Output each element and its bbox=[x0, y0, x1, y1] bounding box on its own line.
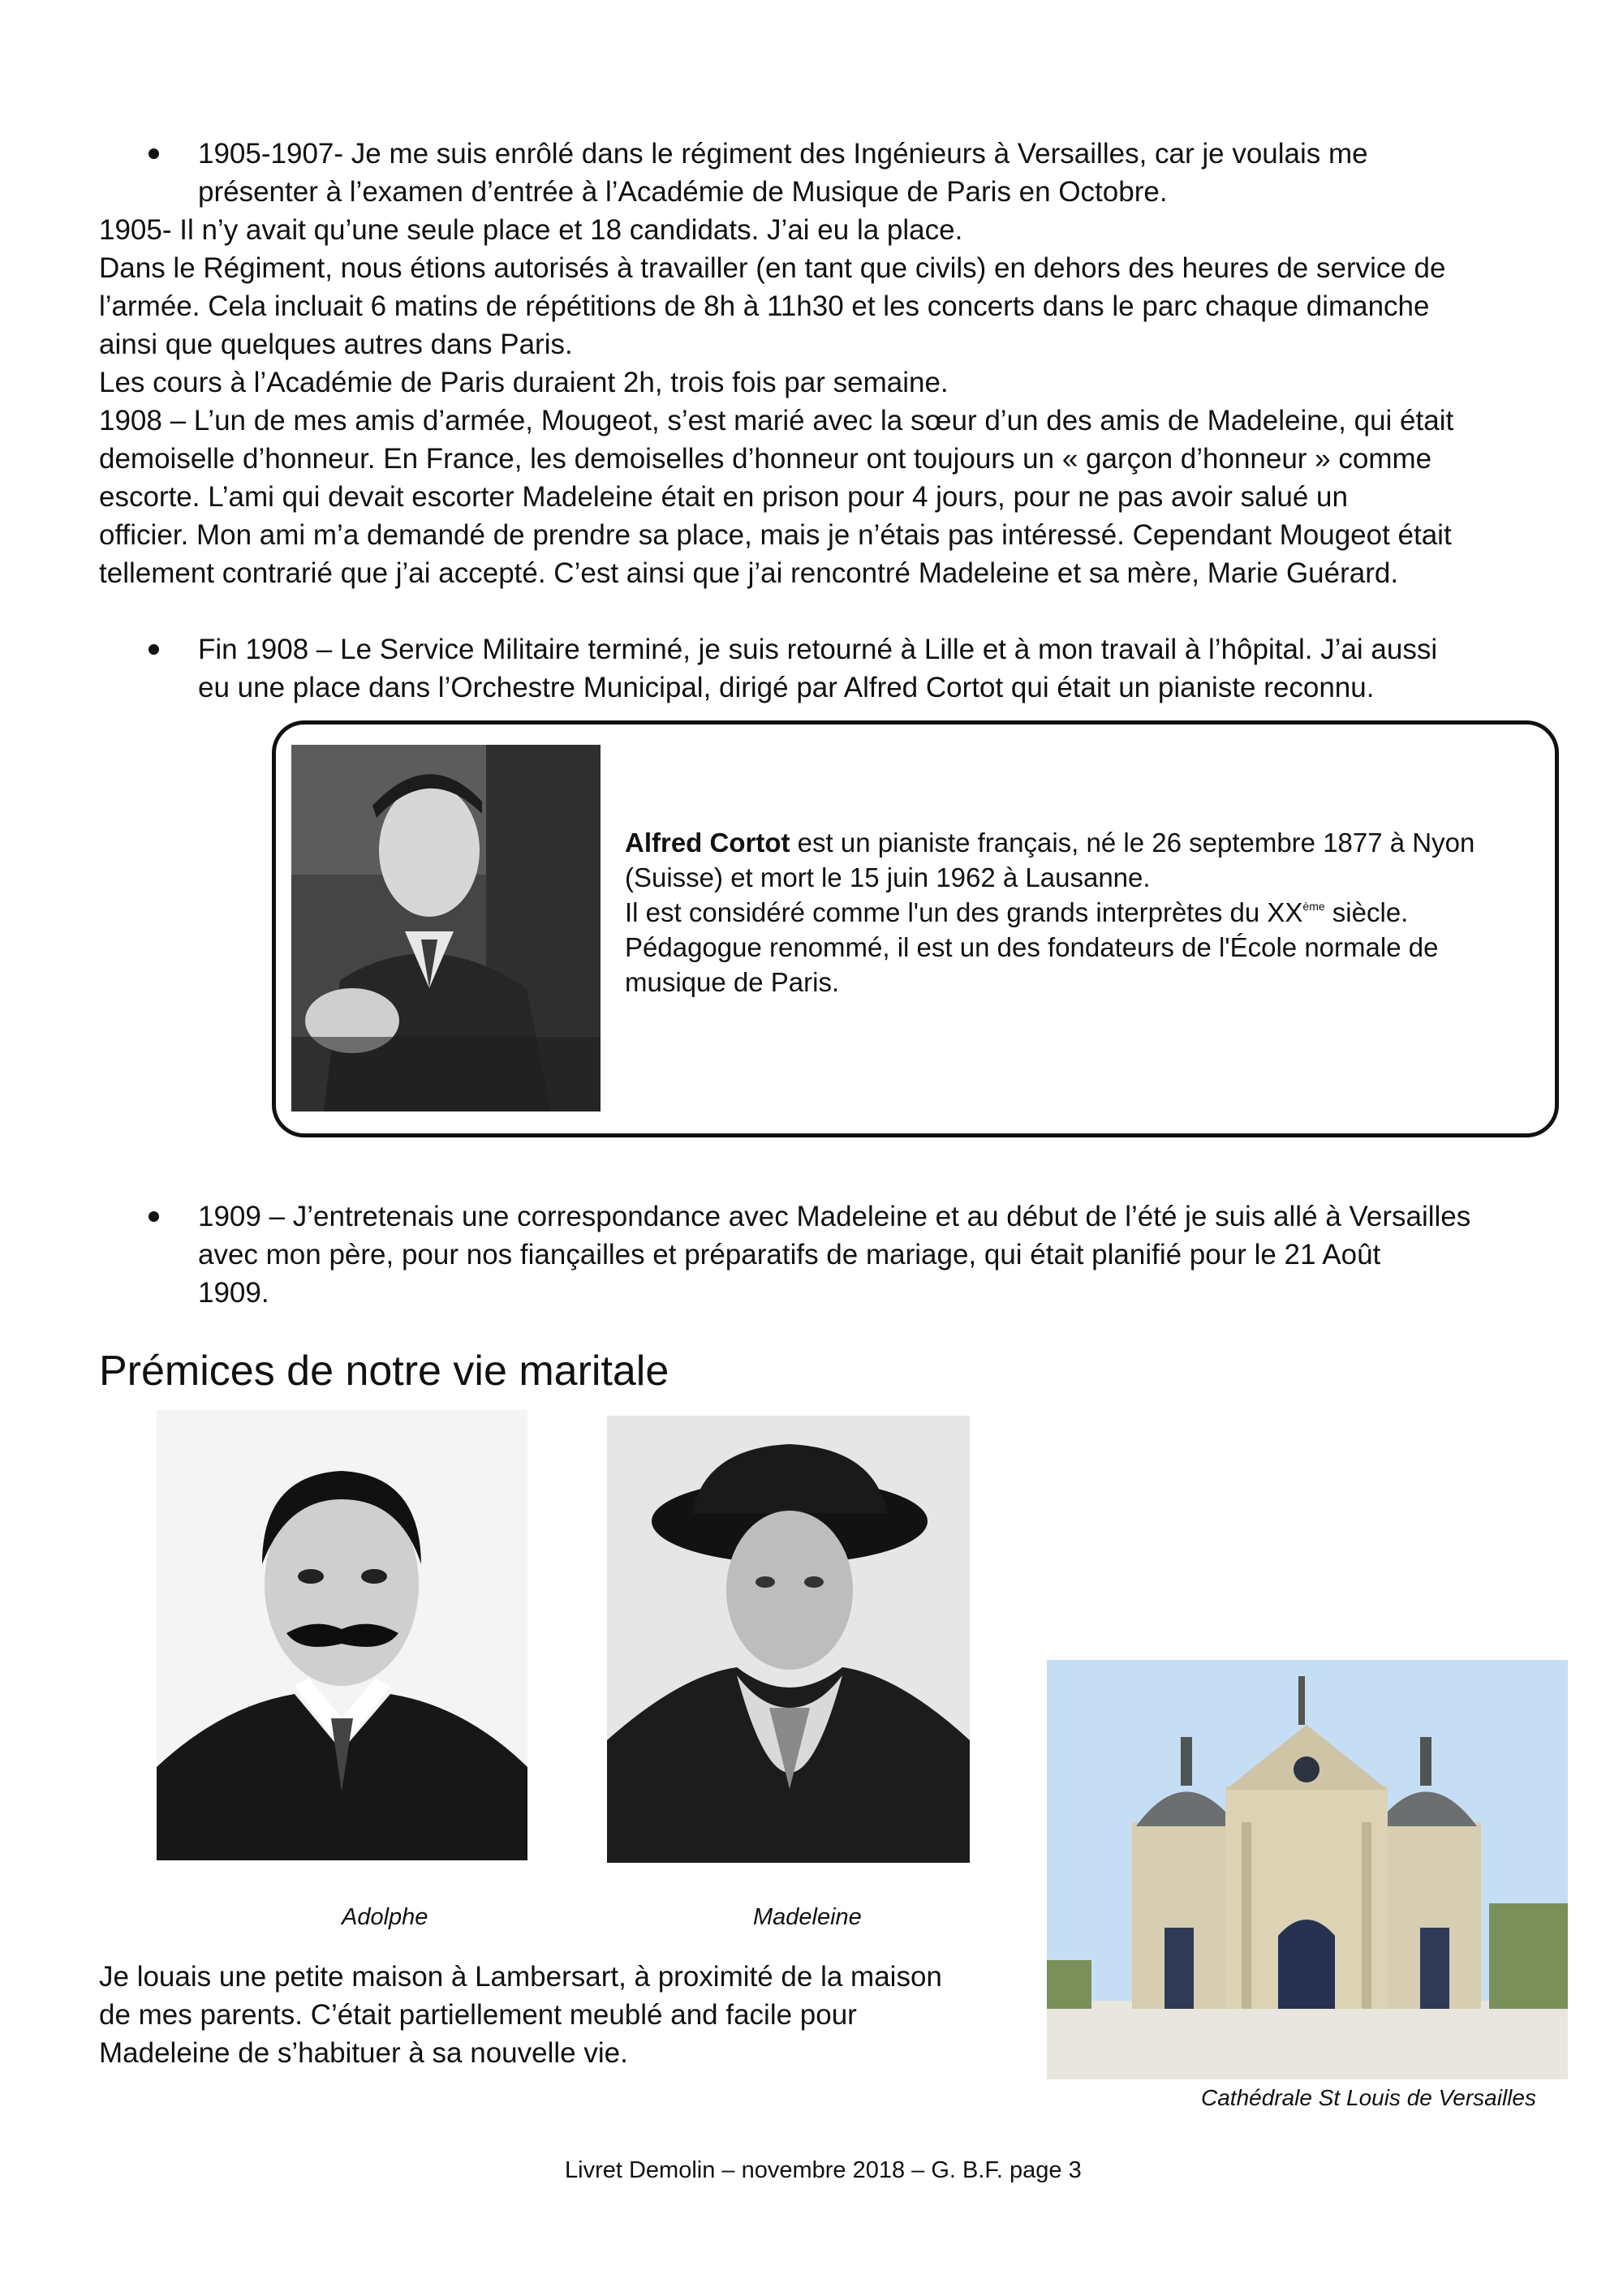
paragraph-line: 1905- Il n’y avait qu’une seule place et 18 candidats. J’ai eu la place. bbox=[99, 214, 963, 246]
madeleine-caption: Madeleine bbox=[753, 1904, 862, 1930]
bullet-text-1909-line1: 1909 – J’entretenais une correspondance avec Madeleine et au début de l’été je suis allé à Versailles bbox=[198, 1201, 1471, 1232]
page-footer: Livret Demolin – novembre 2018 – G. B.F. page 3 bbox=[565, 2157, 1082, 2183]
bullet-text-1909-line3: 1909. bbox=[198, 1277, 269, 1309]
cortot-description-line3-post: siècle. bbox=[1324, 897, 1409, 927]
paragraph-line: tellement contrarié que j’ai accepté. C’est ainsi que j’ai rencontré Madeleine et sa mère, Marie Guérard. bbox=[99, 557, 1399, 589]
paragraph-line: l’armée. Cela incluait 6 matins de répétitions de 8h à 11h30 et les concerts dans le parc chaque dimanche bbox=[99, 290, 1430, 322]
bullet-marker bbox=[149, 644, 159, 655]
paragraph-line: officier. Mon ami m’a demandé de prendre sa place, mais je n’étais pas intéressé. Cependant Mougeot était bbox=[99, 519, 1452, 551]
cortot-description-line2: (Suisse) et mort le 15 juin 1962 à Lausanne. bbox=[625, 862, 1151, 892]
cortot-description-line1 bbox=[625, 825, 1474, 860]
cortot-portrait-image bbox=[291, 745, 601, 1111]
adolphe-caption: Adolphe bbox=[342, 1904, 428, 1930]
bullet-text-1905-line1: 1905-1907- Je me suis enrôlé dans le régiment des Ingénieurs à Versailles, car je voulais me bbox=[198, 138, 1368, 170]
paragraph-line: ainsi que quelques autres dans Paris. bbox=[99, 329, 573, 360]
cortot-description-line4: Pédagogue renommé, il est un des fondateurs de l'École normale de bbox=[625, 932, 1439, 962]
madeleine-portrait-image bbox=[607, 1416, 970, 1863]
closing-line: de mes parents. C’était partiellement meublé and facile pour bbox=[99, 1999, 857, 2031]
paragraph-line: Les cours à l’Académie de Paris duraient 2h, trois fois par semaine. bbox=[99, 367, 949, 398]
cathedral-photo bbox=[1047, 1660, 1568, 2079]
bullet-text-1908-line1: Fin 1908 – Le Service Militaire terminé, je suis retourné à Lille et à mon travail à l’hôpital. J’ai aussi bbox=[198, 634, 1438, 665]
bullet-marker bbox=[149, 1211, 159, 1222]
closing-line: Madeleine de s’habituer à sa nouvelle vie. bbox=[99, 2037, 628, 2069]
cortot-photo bbox=[291, 745, 601, 1111]
paragraph-line: demoiselle d’honneur. En France, les demoiselles d’honneur ont toujours un « garçon d’honneur » comme bbox=[99, 443, 1432, 475]
section-heading: Prémices de notre vie maritale bbox=[99, 1348, 669, 1395]
bullet-text-1909-line2: avec mon père, pour nos fiançailles et préparatifs de mariage, qui était planifié pour le 21 Août bbox=[198, 1239, 1381, 1271]
cortot-description-line5: musique de Paris. bbox=[625, 967, 840, 997]
paragraph-line: escorte. L’ami qui devait escorter Madeleine était en prison pour 4 jours, pour ne pas avoir salué un bbox=[99, 481, 1348, 513]
bullet-text-1905-line2: présenter à l’examen d’entrée à l’Académie de Musique de Paris en Octobre. bbox=[198, 176, 1168, 208]
madeleine-photo bbox=[607, 1416, 970, 1863]
cortot-description-line3-pre: Il est considéré comme l'un des grands interprètes du XX bbox=[625, 897, 1303, 927]
bullet-text-1908-line2: eu une place dans l’Orchestre Municipal, dirigé par Alfred Cortot qui était un pianiste reconnu. bbox=[198, 672, 1375, 703]
cathedral-caption: Cathédrale St Louis de Versailles bbox=[1201, 2085, 1536, 2110]
cathedral-image bbox=[1047, 1660, 1568, 2079]
adolphe-photo bbox=[157, 1410, 527, 1860]
century-suffix: ème bbox=[1302, 900, 1325, 913]
paragraph-line: Dans le Régiment, nous étions autorisés à travailler (en tant que civils) en dehors des heures de service de bbox=[99, 252, 1446, 284]
cortot-description-line3 bbox=[625, 895, 1408, 930]
cortot-name: Alfred Cortot bbox=[625, 828, 790, 858]
cortot-description-rest: est un pianiste français, né le 26 septembre 1877 à Nyon bbox=[790, 828, 1475, 858]
paragraph-line: 1908 – L’un de mes amis d’armée, Mougeot, s’est marié avec la sœur d’un des amis de Madeleine, qui était bbox=[99, 405, 1454, 436]
bullet-marker bbox=[149, 148, 159, 159]
closing-line: Je louais une petite maison à Lambersart, à proximité de la maison bbox=[99, 1961, 942, 1993]
adolphe-portrait-image bbox=[157, 1410, 527, 1860]
